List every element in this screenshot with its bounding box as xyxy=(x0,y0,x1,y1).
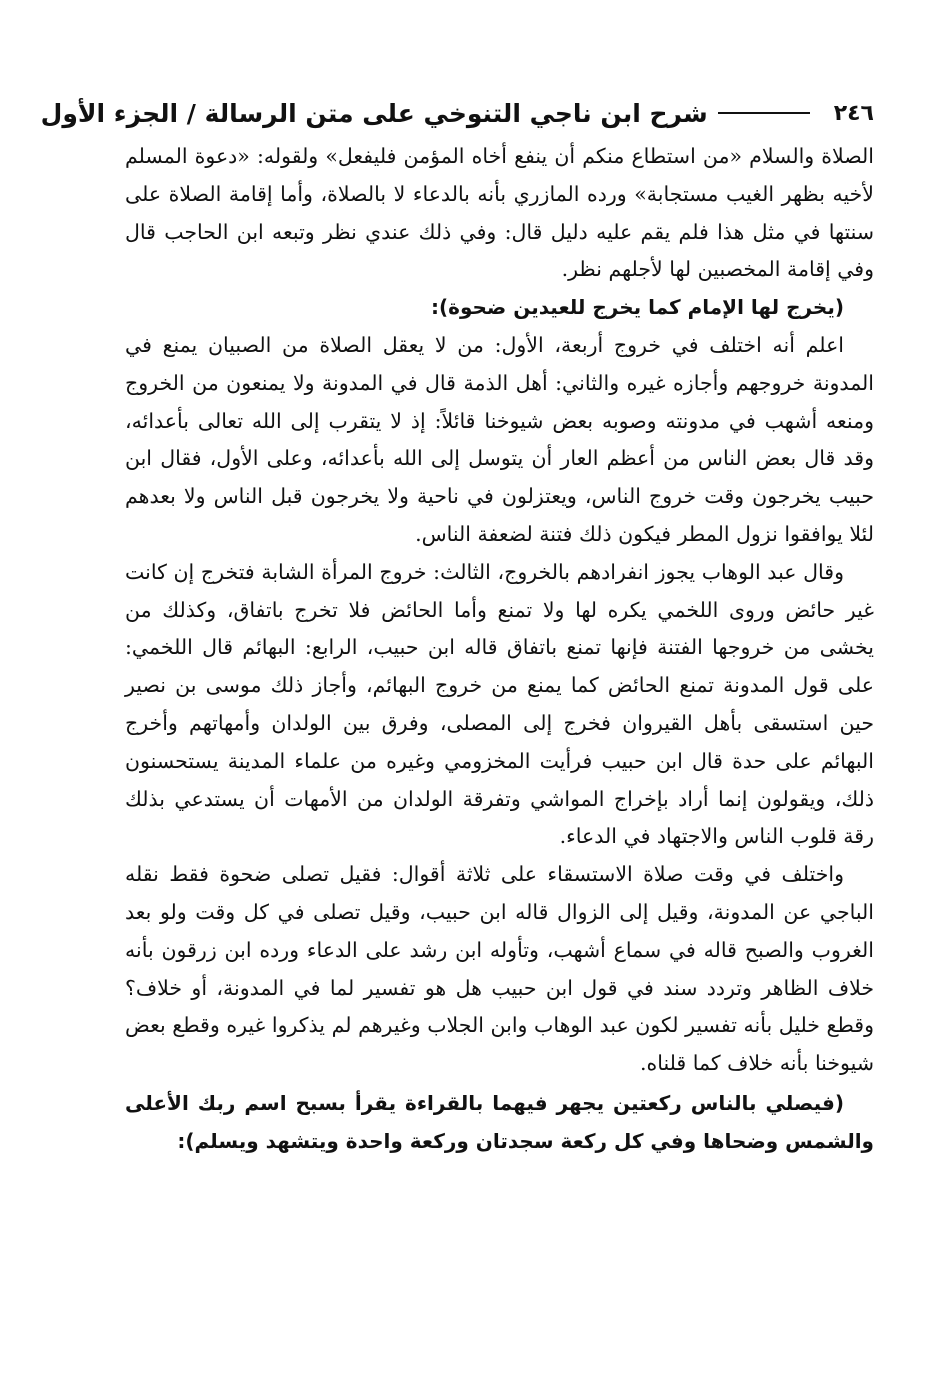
paragraph-four-groups: اعلم أنه اختلف في خروج أربعة، الأول: من لا يعقل الصلاة من الصبيان يمنع في المدونة خروجهم وأجازه غيره والثاني: أهل الذمة قال في المدونة ولا يمنعون من الخروج ومنعه أشهب في مدونته وصوبه بعض شيوخنا قائلاً: إذ لا يتقرب إلى الله تعالى بأعدائه، وقد قال بعض الناس من أعظم العار أن يتوسل إلى الله بأعدائه، وعلى الأول، فقال ابن حبيب يخرجون وقت خروج الناس، ويعتزلون في ناحية ولا يخرجون قبل الناس ولا بعدهم لئلا يوافقوا نزول المطر فيكون ذلك فتنة لضعفة الناس. xyxy=(125,332,874,546)
matn-heading-exit: (يخرج لها الإمام كما يخرج للعيدين ضحوة): xyxy=(431,295,844,320)
paragraph-prayer-time: واختلف في وقت صلاة الاستسقاء على ثلاثة أقوال: فقيل تصلى ضحوة فقط نقله الباجي عن المدونة، وقيل إلى الزوال قاله ابن حبيب، وقيل تصلى في كل وقت ولو بعد الغروب والصبح قاله في سماع أشهب، وتأوله ابن رشد على الدعاء ورده ابن زرقون بأنه خلاف الظاهر وتردد سند في قول ابن حبيب هل هو تفسير لما في المدونة، أو خلاف؟ وقطع خليل بأنه تفسير لكون عبد الوهاب وابن الجلاب وغيرهم لم يذكروا غيره وقطع بعض شيوخنا بأنه خلاف كما قلناه. xyxy=(125,862,874,1076)
paragraph-women-animals: وقال عبد الوهاب يجوز انفرادهم بالخروج، الثالث: خروج المرأة الشابة فتخرج إن كانت غير حائض وروى اللخمي يكره لها ولا تمنع وأما الحائض فلا تخرج باتفاق، وكذلك من يخشى من خروجها الفتنة فإنها تمنع باتفاق قاله ابن حبيب، الرابع: البهائم قال اللخمي: على قول المدونة تمنع الحائض كما يمنع من خروج البهائم، وأجاز ذلك موسى بن نصير حين استسقى بأهل القيروان فخرج إلى المصلى، وفرق بين الولدان وأمهاتهم وأخرج البهائم على حدة قال ابن حبيب فرأيت المخزومي وغيره من علماء المدينة يستحسنون ذلك، ويقولون إنما أراد بإخراج المواشي وتفرقة الولدان من الأمهات أن يستدعي بذلك رقة قلوب الناس والاجتهاد في الدعاء. xyxy=(125,559,874,849)
running-title: شرح ابن ناجي التنوخي على متن الرسالة / الجزء الأول xyxy=(40,98,708,128)
page-number: ٢٤٦ xyxy=(833,100,874,126)
paragraph-continuation: الصلاة والسلام «من استطاع منكم أن ينفع أخاه المؤمن فليفعل» ولقوله: «دعوة المسلم لأخيه بظهر الغيب مستجابة» ورده المازري بأنه بالدعاء لا بالصلاة، وأما إقامة الصلاة على سنتها في مثل هذا فلم يقم عليه دليل قال: وفي ذلك عندي نظر وتبعه ابن الحاجب قال وفي إقامة المخصبين لها لأجلهم نظر. xyxy=(125,144,874,282)
page-header xyxy=(40,92,874,134)
header-rule xyxy=(718,112,810,114)
page-body xyxy=(125,138,874,1161)
matn-heading-prayer: (فيصلي بالناس ركعتين يجهر فيهما بالقراءة يقرأ بسبح اسم ربك الأعلى والشمس وضحاها وفي كل ركعة سجدتان وركعة واحدة ويتشهد ويسلم): xyxy=(125,1090,874,1153)
